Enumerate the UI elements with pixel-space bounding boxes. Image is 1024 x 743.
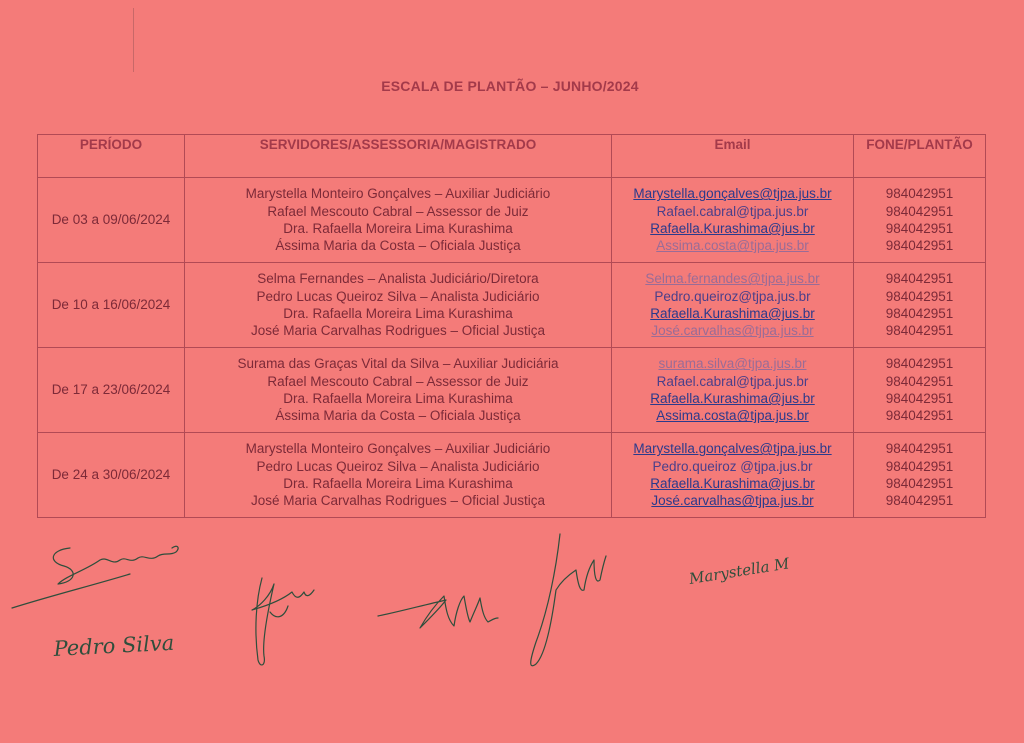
header-periodo: PERÍODO [38, 135, 185, 178]
email-link[interactable]: Rafael.cabral@tjpa.jus.br [656, 203, 809, 219]
email-link[interactable]: José.carvalhas@tjpa.jus.br [651, 323, 814, 339]
servidor-name: José Maria Carvalhas Rodrigues – Oficial Justiça [250, 323, 546, 339]
signature-pedro-silva: Pedro Silva [53, 630, 175, 661]
email-link[interactable]: Rafael.cabral@tjpa.jus.br [656, 373, 809, 389]
servidor-name: Rafael Mescouto Cabral – Assessor de Juiz [267, 203, 529, 219]
servidor-name: Selma Fernandes – Analista Judiciário/Diretora [257, 271, 539, 287]
email-link[interactable]: Selma.fernandes@tjpa.jus.br [645, 271, 820, 287]
servidor-name: Marystella Monteiro Gonçalves – Auxiliar Judiciário [245, 186, 551, 202]
servidor-name: José Maria Carvalhas Rodrigues – Oficial Justiça [250, 493, 546, 509]
signature-rafaella [378, 596, 498, 628]
phone-number: 984042951 [885, 203, 954, 219]
phone-number: 984042951 [885, 458, 954, 474]
email-link[interactable]: Rafaella.Kurashima@jus.br [650, 476, 815, 491]
phone-number: 984042951 [885, 271, 954, 287]
phone-number: 984042951 [885, 476, 954, 491]
phone-number: 984042951 [885, 493, 954, 509]
header-fone: FONE/PLANTÃO [854, 135, 986, 178]
signature-rafael [252, 578, 314, 665]
signature-assima [531, 534, 606, 666]
phone-number: 984042951 [885, 373, 954, 389]
phone-number: 984042951 [885, 391, 954, 406]
phone-number: 984042951 [885, 306, 954, 321]
periodo-cell: De 24 a 30/06/2024 [38, 433, 185, 518]
email-link[interactable]: Marystella.gonçalves@tjpa.jus.br [633, 441, 832, 457]
servidor-name: Pedro Lucas Queiroz Silva – Analista Judiciário [256, 288, 540, 304]
email-link[interactable]: Rafaella.Kurashima@jus.br [650, 391, 815, 406]
email-link[interactable]: José.carvalhas@tjpa.jus.br [651, 493, 814, 509]
phone-number: 984042951 [885, 441, 954, 457]
email-link[interactable]: Rafaella.Kurashima@jus.br [650, 221, 815, 236]
header-servidores: SERVIDORES/ASSESSORIA/MAGISTRADO [185, 135, 612, 178]
email-link[interactable]: Pedro.queiroz@tjpa.jus.br [654, 288, 811, 304]
email-link[interactable]: Assima.costa@tjpa.jus.br [656, 408, 809, 424]
phone-number: 984042951 [885, 221, 954, 236]
servidor-name: Dra. Rafaella Moreira Lima Kurashima [283, 476, 513, 491]
periodo-cell: De 10 a 16/06/2024 [38, 263, 185, 348]
email-link[interactable]: surama.silva@tjpa.jus.br [658, 356, 807, 372]
servidor-name: Dra. Rafaella Moreira Lima Kurashima [283, 306, 513, 321]
signature-marystella: Marystella M [687, 554, 791, 588]
header-email: Email [612, 135, 854, 178]
phone-number: 984042951 [885, 288, 954, 304]
periodo-cell: De 17 a 23/06/2024 [38, 348, 185, 433]
servidor-name: Dra. Rafaella Moreira Lima Kurashima [283, 221, 513, 236]
servidor-name: Ássima Maria da Costa – Oficiala Justiça [275, 238, 521, 254]
page-title: ESCALA DE PLANTÃO – JUNHO/2024 [381, 78, 639, 94]
phone-number: 984042951 [885, 238, 954, 254]
phone-number: 984042951 [885, 186, 954, 202]
phone-number: 984042951 [885, 408, 954, 424]
servidor-name: Dra. Rafaella Moreira Lima Kurashima [283, 391, 513, 406]
email-link[interactable]: Assima.costa@tjpa.jus.br [656, 238, 809, 254]
email-link[interactable]: Marystella.gonçalves@tjpa.jus.br [633, 186, 832, 202]
servidor-name: Ássima Maria da Costa – Oficiala Justiça [275, 408, 521, 424]
phone-number: 984042951 [885, 356, 954, 372]
phone-number: 984042951 [885, 323, 954, 339]
servidor-name: Rafael Mescouto Cabral – Assessor de Juiz [267, 373, 529, 389]
servidor-name: Pedro Lucas Queiroz Silva – Analista Judiciário [256, 458, 540, 474]
signature-selma [12, 546, 178, 608]
email-link[interactable]: Pedro.queiroz @tjpa.jus.br [652, 458, 813, 474]
servidor-name: Surama das Graças Vital da Silva – Auxiliar Judiciária [237, 356, 559, 372]
servidor-name: Marystella Monteiro Gonçalves – Auxiliar Judiciário [245, 441, 551, 457]
periodo-cell: De 03 a 09/06/2024 [38, 178, 185, 263]
email-link[interactable]: Rafaella.Kurashima@jus.br [650, 306, 815, 321]
